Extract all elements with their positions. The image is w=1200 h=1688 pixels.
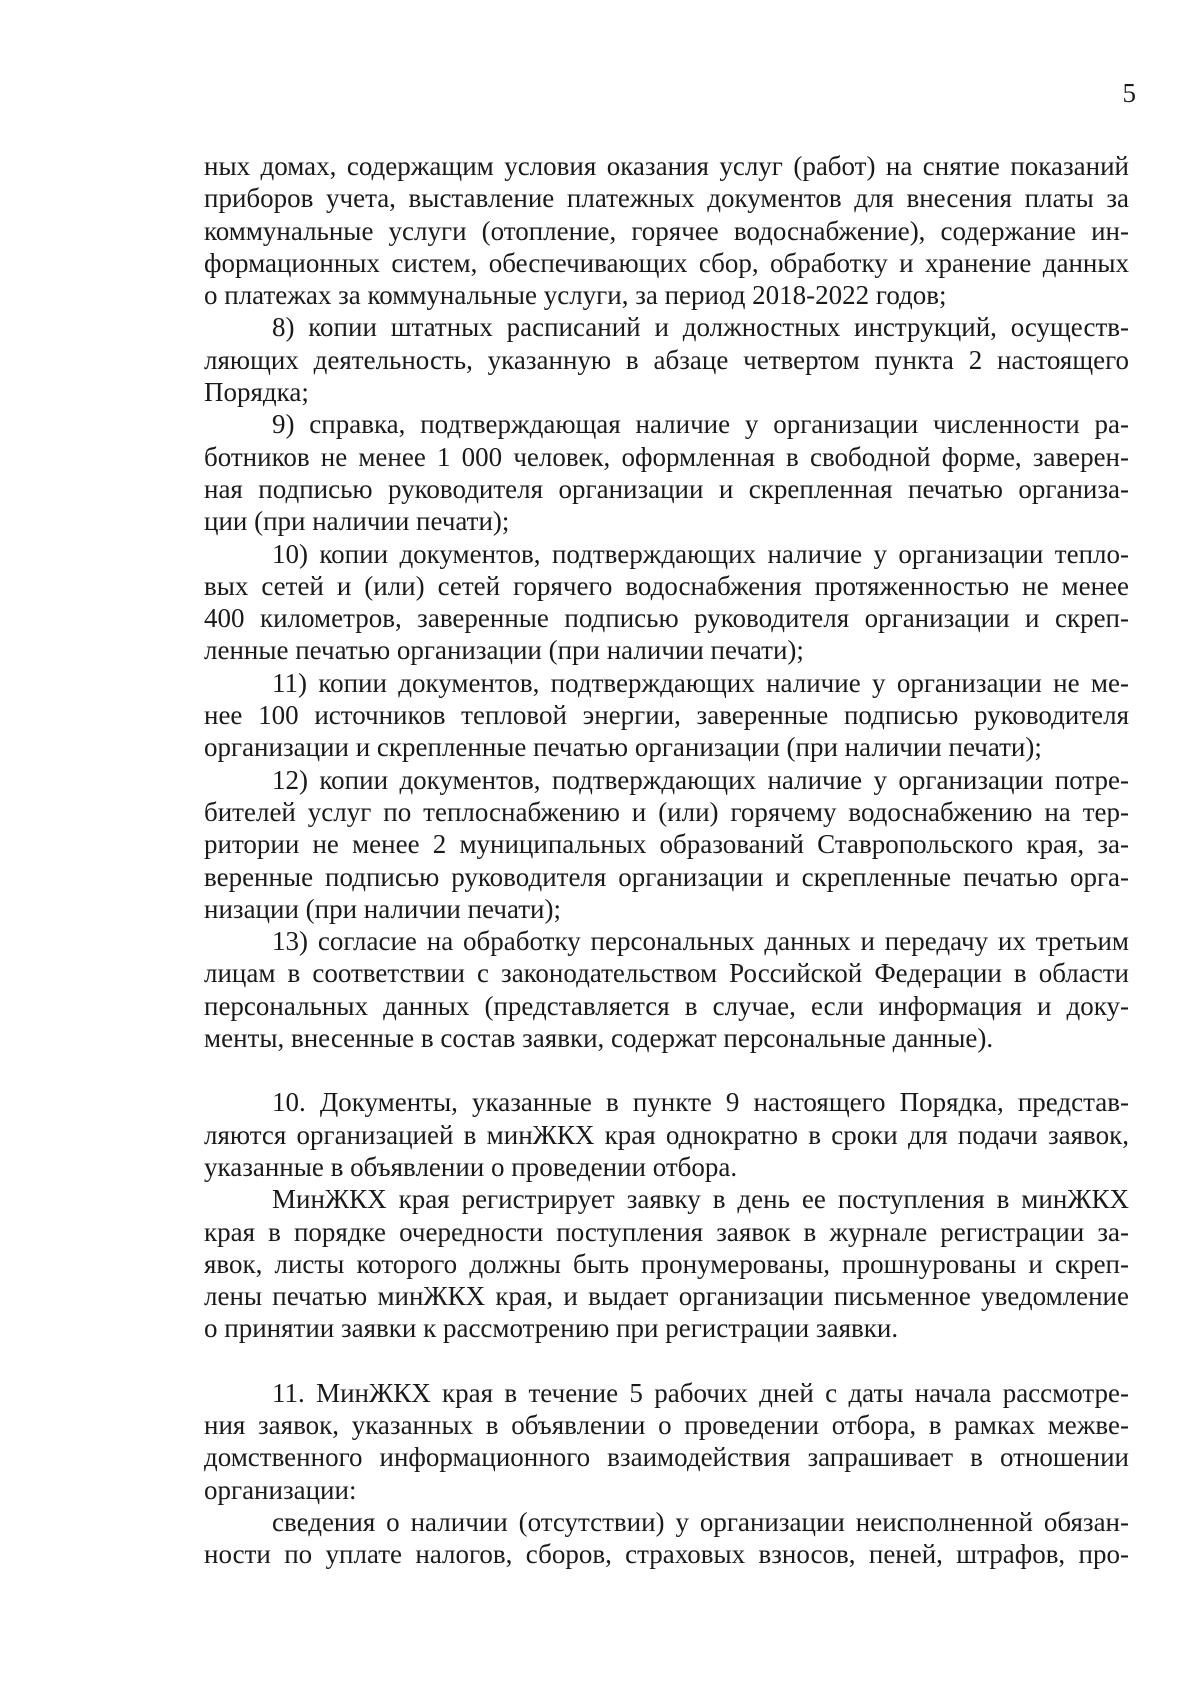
text-line: ленные печатью организации (при наличии печати);: [204, 635, 804, 666]
text-line: ботников не менее 1 000 человек, оформленная в свободной форме, заверен-: [204, 441, 1129, 472]
text-line: вых сетей и (или) сетей горячего водоснабжения протяженностью не менее: [204, 570, 1129, 601]
paragraph: [204, 408, 1129, 537]
text-line: 8) копии штатных расписаний и должностных инструкций, осуществ-: [272, 312, 1129, 343]
text-line: низации (при наличии печати);: [204, 893, 561, 924]
paragraph: [204, 1086, 1129, 1183]
text-line: 400 километров, заверенные подписью руководителя организации и скреп-: [204, 603, 1129, 634]
text-line: ции (при наличии печати);: [204, 506, 510, 537]
text-line: о платежах за коммунальные услуги, за период 2018-2022 годов;: [204, 280, 947, 311]
text-line: лены печатью минЖКХ края, и выдает организации письменное уведомление: [204, 1281, 1129, 1312]
text-line: персональных данных (представляется в случае, если информация и доку-: [204, 990, 1129, 1021]
text-line: о принятии заявки к рассмотрению при регистрации заявки.: [204, 1313, 899, 1344]
text-line: ляются организацией в минЖКХ края однократно в сроки для подачи заявок,: [204, 1119, 1129, 1150]
paragraph: [204, 1377, 1129, 1506]
paragraph: [204, 667, 1129, 764]
text-line: приборов учета, выставление платежных документов для внесения платы за: [204, 183, 1129, 214]
text-line: 10. Документы, указанные в пункте 9 настоящего Порядка, представ-: [272, 1087, 1129, 1118]
text-line: веренные подписью руководителя организации и скрепленные печатью орга-: [204, 861, 1129, 892]
paragraph: [204, 925, 1129, 1054]
text-line: бителей услуг по теплоснабжению и (или) горячему водоснабжению на тер-: [204, 796, 1129, 827]
paragraph: [204, 150, 1129, 311]
text-line: коммунальные услуги (отопление, горячее водоснабжение), содержание ин-: [204, 215, 1129, 246]
text-line: края в порядке очередности поступления заявок в журнале регистрации за-: [204, 1216, 1129, 1247]
paragraph: [204, 1183, 1129, 1344]
text-line: ная подписью руководителя организации и скрепленная печатью организа-: [204, 473, 1129, 504]
text-line: явок, листы которого должны быть пронумерованы, прошнурованы и скреп-: [204, 1248, 1129, 1279]
text-line: лицам в соответствии с законодательством Российской Федерации в области: [204, 958, 1129, 989]
text-line: ния заявок, указанных в объявлении о проведении отбора, в рамках межве-: [204, 1409, 1129, 1440]
text-line: ных домах, содержащим условия оказания услуг (работ) на снятие показаний: [204, 151, 1129, 181]
text-line: ритории не менее 2 муниципальных образований Ставропольского края, за-: [204, 829, 1129, 860]
text-line: ляющих деятельность, указанную в абзаце четвертом пункта 2 настоящего: [204, 344, 1129, 375]
paragraph-gap: [204, 1345, 1129, 1377]
text-line: Порядка;: [204, 377, 309, 408]
paragraph: [204, 1506, 1129, 1571]
page-number: 5: [1122, 78, 1136, 108]
text-line: 10) копии документов, подтверждающих наличие у организации тепло-: [272, 538, 1129, 569]
text-line: нее 100 источников тепловой энергии, заверенные подписью руководителя: [204, 700, 1129, 731]
paragraph: [204, 311, 1129, 408]
text-line: указанные в объявлении о проведении отбора.: [204, 1151, 738, 1182]
paragraph: [204, 538, 1129, 667]
paragraph-gap: [204, 1054, 1129, 1086]
text-line: сведения о наличии (отсутствии) у организации неисполненной обязан-: [272, 1506, 1129, 1537]
text-line: МинЖКХ края регистрирует заявку в день ее поступления в минЖКХ: [272, 1184, 1129, 1215]
text-line: организации:: [204, 1474, 357, 1505]
text-line: 13) согласие на обработку персональных данных и передачу их третьим: [272, 926, 1129, 957]
text-line: формационных систем, обеспечивающих сбор, обработку и хранение данных: [204, 247, 1129, 278]
document-body: [204, 150, 1129, 1570]
text-line: 9) справка, подтверждающая наличие у организации численности ра-: [272, 409, 1129, 440]
text-line: 11) копии документов, подтверждающих наличие у организации не ме-: [272, 667, 1129, 698]
text-line: организации и скрепленные печатью организации (при наличии печати);: [204, 732, 1042, 763]
text-line: 11. МинЖКХ края в течение 5 рабочих дней с даты начала рассмотре-: [272, 1377, 1129, 1408]
text-line: ности по уплате налогов, сборов, страховых взносов, пеней, штрафов, про-: [204, 1539, 1129, 1570]
text-line: менты, внесенные в состав заявки, содержат персональные данные).: [204, 1023, 994, 1054]
paragraph: [204, 764, 1129, 925]
text-line: домственного информационного взаимодействия запрашивает в отношении: [204, 1442, 1129, 1473]
text-line: 12) копии документов, подтверждающих наличие у организации потре-: [272, 764, 1129, 795]
